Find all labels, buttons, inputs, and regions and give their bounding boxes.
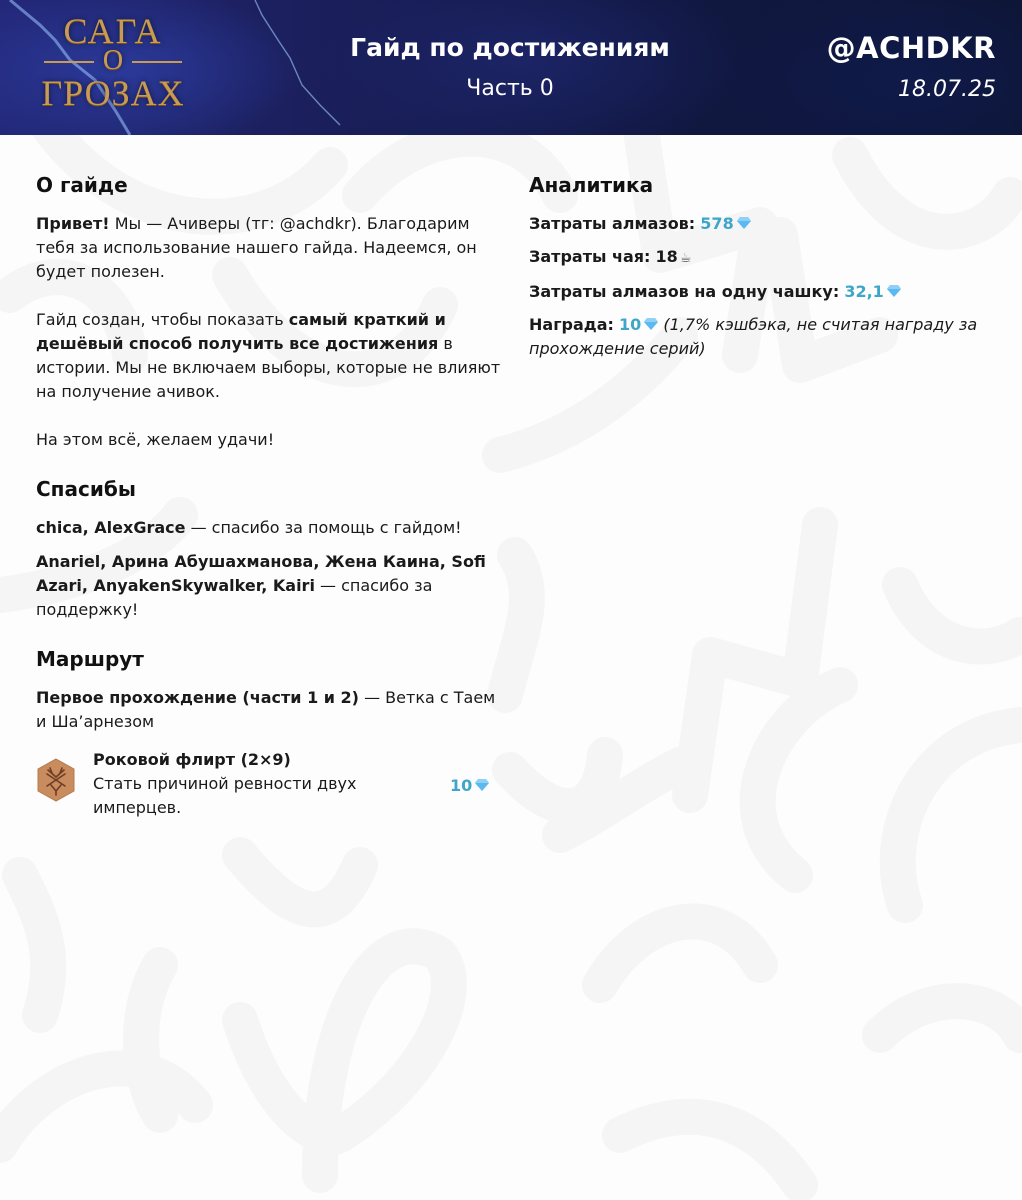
achievement-item [36, 748, 506, 818]
page-subtitle: Часть 0 [466, 76, 554, 101]
logo-line-2: О [38, 46, 188, 76]
left-column [36, 170, 506, 818]
about-section [36, 170, 506, 452]
tea-spent-row [529, 245, 989, 271]
header-banner [0, 0, 1022, 135]
logo-line-3: ГРОЗАХ [41, 73, 185, 113]
per-cup-value: 32,1 [844, 282, 884, 301]
thanks-section [36, 474, 506, 622]
thanks-heading: Спасибы [36, 477, 136, 501]
page-title: Гайд по достижениям [350, 33, 670, 62]
tea-spent-label: Затраты чая: [529, 247, 651, 266]
route-path-text: — Ветка с Таем и Ша’арнезом [36, 688, 496, 731]
achievement-title: Роковой флирт (2×9) [93, 750, 291, 769]
logo-line-1: САГА [63, 11, 163, 51]
purpose-text-start: Гайд создан, чтобы показать [36, 310, 289, 329]
tea-spent-value: 18 [655, 247, 678, 266]
reward-row [529, 313, 989, 361]
per-cup-row [529, 280, 989, 304]
diamond-icon [737, 217, 751, 229]
achievement-description: Стать причиной ревности двух имперцев. [93, 774, 357, 817]
coffee-cup-icon: ☕ [679, 251, 692, 266]
helpers-names: chica, AlexGrace [36, 518, 186, 537]
author-handle: @ACHDKR [826, 31, 996, 65]
diamond-icon [475, 779, 489, 791]
about-heading: О гайде [36, 173, 128, 197]
achievement-badge-icon [36, 758, 76, 802]
route-heading: Маршрут [36, 647, 144, 671]
about-paragraph-2 [36, 308, 506, 404]
diamond-icon [644, 318, 658, 330]
about-paragraph-3: На этом всё, желаем удачи! [36, 430, 275, 449]
analytics-heading: Аналитика [529, 173, 654, 197]
reward-label: Награда: [529, 315, 614, 334]
analytics-section [529, 170, 989, 370]
supporters-text: — спасибо за поддержку! [36, 576, 433, 619]
achievement-cost [450, 774, 489, 798]
route-section [36, 644, 506, 818]
game-logo [38, 12, 188, 124]
greeting-text: Мы — Ачиверы (тг: @achdkr). Благодарим тебя за использование нашего гайда. Надеемся, он будет полезен. [36, 214, 477, 281]
purpose-text-end: в истории. Мы не включаем выборы, которые не влияют на получение ачивок. [36, 334, 501, 401]
greeting-bold: Привет! [36, 214, 110, 233]
reward-note: (1,7% кэшбэка, не считая награду за прохождение серий) [529, 315, 978, 358]
per-cup-label: Затраты алмазов на одну чашку: [529, 282, 840, 301]
purpose-bold: самый краткий и дешёвый способ получить все достижения [36, 310, 446, 353]
diamonds-spent-row [529, 212, 989, 236]
diamonds-spent-value: 578 [700, 214, 734, 233]
route-path-bold: Первое прохождение (части 1 и 2) [36, 688, 359, 707]
diamond-icon [887, 285, 901, 297]
reward-value: 10 [619, 315, 642, 334]
about-paragraph-1 [36, 212, 506, 284]
route-path [36, 686, 506, 734]
publish-date: 18.07.25 [898, 77, 996, 102]
achievement-cost-value: 10 [450, 776, 473, 795]
thanks-line-2 [36, 550, 506, 622]
diamonds-spent-label: Затраты алмазов: [529, 214, 696, 233]
supporters-names: Anariel, Арина Абушахманова, Жена Каина, Sofi Azari, AnyakenSkywalker, Kairi [36, 552, 486, 595]
helpers-text: — спасибо за помощь с гайдом! [185, 518, 462, 537]
thanks-line-1 [36, 516, 506, 540]
